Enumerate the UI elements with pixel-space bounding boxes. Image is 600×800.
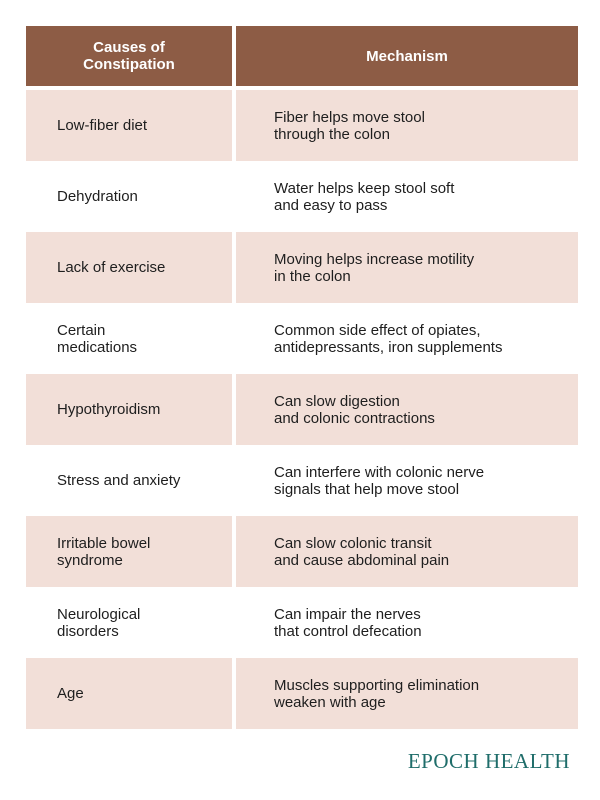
- mechanism-text: Can slow colonic transit and cause abdominal pain: [274, 534, 450, 569]
- cause-text: Neurological disorders: [57, 605, 141, 640]
- table-row: [26, 658, 578, 729]
- mechanism-text: Can impair the nerves that control defecation: [274, 605, 422, 640]
- table-row: [26, 587, 578, 658]
- cause-cell: [26, 232, 232, 303]
- table-row: [26, 374, 578, 445]
- table-row: [26, 445, 578, 516]
- cause-cell: [26, 658, 232, 729]
- table-row: [26, 303, 578, 374]
- cause-text: Low-fiber diet: [57, 117, 148, 134]
- mechanism-cell: [236, 516, 578, 587]
- table-row: [26, 516, 578, 587]
- table-row: [26, 232, 578, 303]
- mechanism-cell: [236, 161, 578, 232]
- mechanism-cell: [236, 303, 578, 374]
- table-row: [26, 90, 578, 161]
- mechanism-cell: [236, 232, 578, 303]
- mechanism-cell: [236, 445, 578, 516]
- mechanism-cell: [236, 587, 578, 658]
- cause-text: Age: [57, 685, 84, 702]
- cause-cell: [26, 374, 232, 445]
- table-row: [26, 161, 578, 232]
- mechanism-text: Fiber helps move stool through the colon: [274, 108, 425, 143]
- mechanism-text: Muscles supporting elimination weaken with age: [274, 676, 480, 711]
- mechanism-cell: [236, 658, 578, 729]
- epoch-health-logo: EPOCH HEALTH: [407, 749, 570, 773]
- cause-cell: [26, 90, 232, 161]
- cause-cell: [26, 161, 232, 232]
- header-causes: [26, 26, 232, 86]
- header-mechanism-label: Mechanism: [366, 47, 448, 65]
- cause-text: Dehydration: [57, 188, 138, 205]
- cause-text: Certain medications: [57, 321, 138, 356]
- cause-text: Stress and anxiety: [57, 472, 181, 489]
- mechanism-text: Can slow digestion and colonic contractions: [274, 392, 435, 427]
- mechanism-cell: [236, 90, 578, 161]
- mechanism-cell: [236, 374, 578, 445]
- cause-cell: [26, 587, 232, 658]
- cause-cell: [26, 516, 232, 587]
- header-causes-label: Causes of Constipation: [83, 39, 175, 73]
- cause-text: Lack of exercise: [57, 259, 166, 276]
- cause-cell: [26, 303, 232, 374]
- mechanism-text: Moving helps increase motility in the colon: [274, 250, 475, 285]
- cause-text: Irritable bowel syndrome: [57, 534, 151, 569]
- cause-text: Hypothyroidism: [57, 401, 161, 418]
- mechanism-text: Water helps keep stool soft and easy to pass: [274, 179, 455, 214]
- mechanism-text: Common side effect of opiates, antidepressants, iron supplements: [274, 321, 503, 356]
- cause-cell: [26, 445, 232, 516]
- table-header-row: [26, 26, 578, 86]
- mechanism-text: Can interfere with colonic nerve signals that help move stool: [274, 463, 485, 498]
- causes-table: [26, 26, 578, 729]
- header-mechanism: [236, 26, 578, 86]
